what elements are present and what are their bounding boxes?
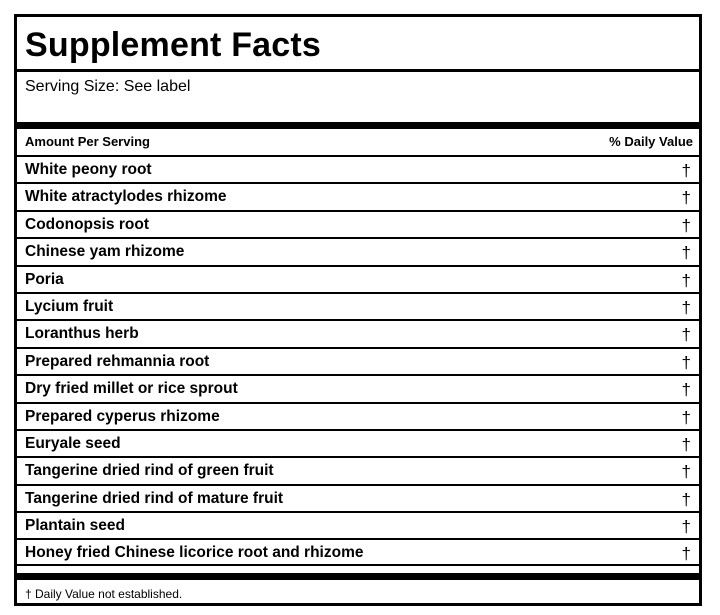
- ingredient-daily-value: †: [681, 215, 691, 235]
- ingredient-row: [17, 429, 699, 456]
- ingredient-name: Prepared cyperus rhizome: [25, 407, 220, 425]
- ingredient-row: [17, 319, 699, 346]
- ingredient-row: [17, 374, 699, 401]
- ingredient-name: Tangerine dried rind of mature fruit: [25, 489, 284, 507]
- ingredient-name: Prepared rehmannia root: [25, 352, 210, 370]
- ingredient-name: Euryale seed: [25, 434, 121, 452]
- panel-title: Supplement Facts: [25, 26, 322, 64]
- ingredient-row: [17, 265, 699, 292]
- ingredient-daily-value: †: [681, 352, 691, 372]
- ingredient-list: [17, 155, 699, 566]
- ingredient-daily-value: †: [681, 434, 691, 454]
- supplement-facts-panel: [14, 14, 702, 606]
- ingredient-name: Tangerine dried rind of green fruit: [25, 462, 274, 480]
- ingredient-row: [17, 292, 699, 319]
- ingredient-row: [17, 155, 699, 182]
- ingredient-daily-value: †: [681, 407, 691, 427]
- ingredient-row: [17, 210, 699, 237]
- ingredient-name: Lycium fruit: [25, 297, 114, 315]
- serving-divider: [17, 122, 699, 129]
- footnote-divider: [17, 573, 699, 580]
- ingredient-name: Honey fried Chinese licorice root and rhizome: [25, 544, 364, 562]
- ingredient-name: Dry fried millet or rice sprout: [25, 380, 238, 398]
- amount-per-serving-label: Amount Per Serving: [25, 134, 150, 149]
- ingredient-daily-value: †: [681, 544, 691, 564]
- ingredient-row: [17, 484, 699, 511]
- ingredient-name: Codonopsis root: [25, 215, 149, 233]
- ingredient-row: [17, 182, 699, 209]
- ingredient-name: Chinese yam rhizome: [25, 243, 185, 261]
- ingredient-row: [17, 511, 699, 538]
- daily-value-label: % Daily Value: [609, 134, 693, 149]
- ingredient-name: Poria: [25, 270, 64, 288]
- ingredient-row: [17, 538, 699, 565]
- ingredient-row: [17, 347, 699, 374]
- ingredient-daily-value: †: [681, 243, 691, 263]
- serving-size: Serving Size: See label: [25, 78, 191, 95]
- footnote: † Daily Value not established.: [25, 587, 183, 601]
- ingredient-daily-value: †: [681, 380, 691, 400]
- ingredient-daily-value: †: [681, 188, 691, 208]
- title-divider: [17, 69, 699, 72]
- ingredient-daily-value: †: [681, 489, 691, 509]
- ingredient-daily-value: †: [681, 462, 691, 482]
- ingredient-row: [17, 456, 699, 483]
- ingredient-name: Plantain seed: [25, 517, 125, 535]
- ingredient-row: [17, 237, 699, 264]
- ingredient-name: Loranthus herb: [25, 325, 139, 343]
- ingredient-row: [17, 402, 699, 429]
- ingredient-daily-value: †: [681, 325, 691, 345]
- ingredient-name: White peony root: [25, 161, 152, 178]
- ingredient-daily-value: †: [681, 297, 691, 317]
- column-header: [17, 131, 699, 155]
- ingredient-daily-value: †: [681, 161, 691, 180]
- ingredient-name: White atractylodes rhizome: [25, 188, 227, 206]
- ingredient-daily-value: †: [681, 517, 691, 537]
- ingredient-daily-value: †: [681, 270, 691, 290]
